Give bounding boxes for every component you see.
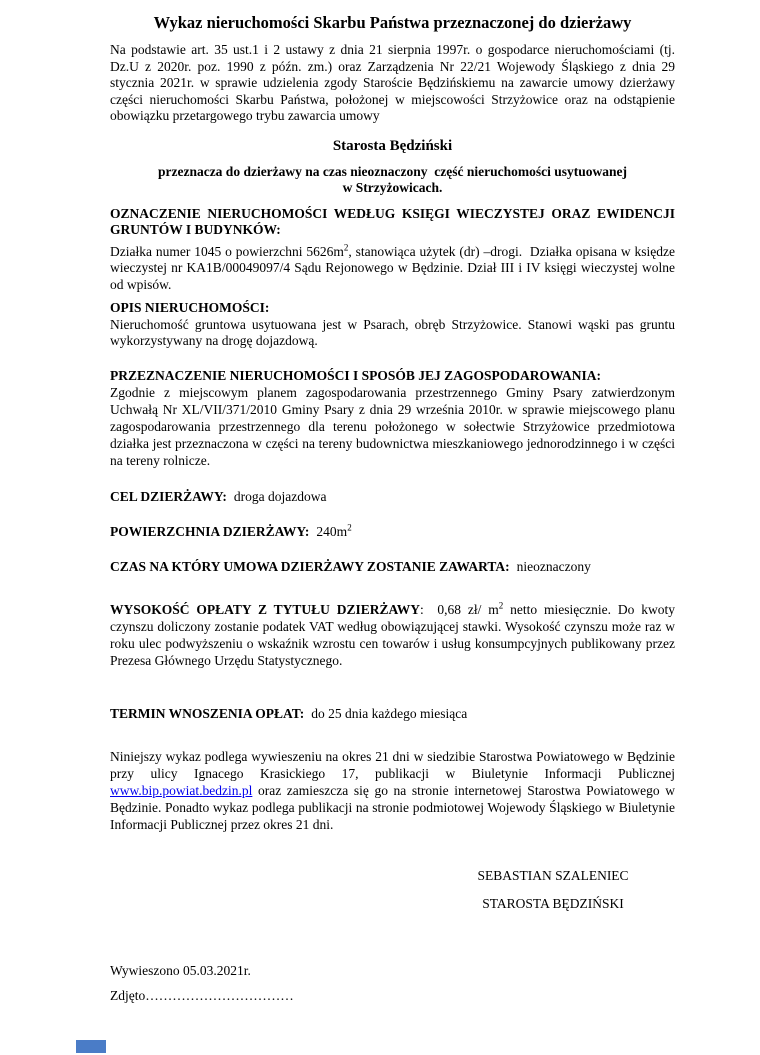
termin-oplat-value: do 25 dnia każdego miesiąca	[311, 705, 468, 721]
oznaczenie-body	[110, 244, 675, 294]
oznaczenie-text-cont: , stanowiąca użytek (dr) –drogi. Działka opisana w księdze wieczystej nr KA1B/00049097/4 Sądu Rejonowego w Będzinie. Dział III i IV księgi wieczystej wolne od wpisów.	[110, 243, 675, 292]
removed-date-line: Zdjęto……………………………	[110, 987, 294, 1003]
section-heading-przeznaczenie: PRZEZNACZENIE NIERUCHOMOŚCI I SPOSÓB JEJ ZAGOSPODAROWANIA:	[110, 367, 601, 383]
declaration-line-1: przeznacza do dzierżawy na czas nieoznaczony część nieruchomości usytuowanej	[157, 163, 628, 179]
legal-basis-paragraph: Na podstawie art. 35 ust.1 i 2 ustawy z dnia 21 sierpnia 1997r. o gospodarce nieruchomościami (tj. Dz.U z 2020r. poz. 1990 z późn. zm.) oraz Zarządzenia Nr 22/21 Wojewody Śląskiego z dnia 29 stycznia 2021r. w sprawie udzielenia zgody Staroście Będzińskiemu na zawarcie umowy dzierżawy części nieruchomości Skarbu Państwa, położonej w miejscowości Strzyżowice oraz na odstąpienie obowiązku przetargowego trybu zawarcia umowy	[110, 42, 675, 123]
section-heading-oznaczenie: OZNACZENIE NIERUCHOMOŚCI WEDŁUG KSIĘGI WIECZYSTEJ ORAZ EWIDENCJI GRUNTÓW I BUDYNKÓW:	[110, 205, 675, 237]
publication-text: Niniejszy wykaz podlega wywieszeniu na okres 21 dni w siedzibie Starostwa Powiatowego w Będzinie przy ulicy Ignacego Krasickiego 17, publikacji w Biuletynie Informacji Publicznej	[110, 749, 675, 781]
bip-website-link[interactable]: www.bip.powiat.bedzin.pl	[110, 783, 253, 798]
declaration-line-2: w Strzyżowicach.	[342, 179, 443, 195]
posted-date-line: Wywieszono 05.03.2021r.	[110, 963, 251, 978]
czas-umowy-value: nieoznaczony	[516, 559, 591, 574]
czas-umowy-label: CZAS NA KTÓRY UMOWA DZIERŻAWY ZOSTANIE ZAWARTA:	[110, 559, 510, 574]
signer-name: SEBASTIAN SZALENIEC	[477, 868, 629, 883]
opis-body: Nieruchomość gruntowa usytuowana jest w Psarach, obręb Strzyżowice. Stanowi wąski pas gruntu wykorzystywany na drogę dojazdową.	[110, 316, 675, 348]
wysokosc-oplaty-value-cont: netto miesięcznie. Do kwoty czynszu doliczony zostanie podatek VAT według obowiązującej stawki. Wysokość czynszu może raz w roku ulec podwyższeniu o wskaźnik wzrostu cen towarów i usług konsumpcyjnych publikowany przez Prezesa Głównego Urzędu Statystycznego.	[110, 601, 675, 668]
signer-role: STAROSTA BĘDZIŃSKI	[482, 896, 624, 911]
superscript-sq-meter: 2	[343, 242, 349, 252]
cel-dzierzawy-label: CEL DZIERŻAWY:	[110, 489, 227, 504]
oznaczenie-text: Działka numer 1045 o powierzchni 5626m	[110, 243, 344, 259]
superscript-sq-meter: 2	[498, 600, 504, 610]
bottom-blue-bar	[76, 1040, 106, 1053]
publication-paragraph	[110, 748, 675, 833]
signature-block	[440, 867, 666, 912]
superscript-sq-meter: 2	[347, 522, 352, 532]
declaration-block	[110, 164, 675, 196]
czas-umowy-row	[110, 559, 675, 576]
cel-dzierzawy-value: droga dojazdowa	[233, 489, 327, 504]
authority-name: Starosta Będziński	[332, 137, 453, 154]
termin-oplat-row	[110, 706, 675, 723]
wysokosc-oplaty-paragraph	[110, 601, 675, 669]
publication-text-cont: oraz zamieszcza się go na stronie internetowej Starostwa Powiatowego w Będzinie. Ponadto wykaz podlega publikacji na stronie podmiotowej Wojewody Śląskiego w Biuletynie Informacji Publicznej przez okres 21 dni.	[110, 783, 675, 832]
powierzchnia-value: 240m	[316, 523, 348, 539]
powierzchnia-label: POWIERZCHNIA DZIERŻAWY:	[110, 523, 310, 539]
section-heading-opis: OPIS NIERUCHOMOŚCI:	[110, 300, 270, 315]
termin-oplat-label: TERMIN WNOSZENIA OPŁAT:	[110, 705, 305, 721]
wysokosc-oplaty-value: : 0,68 zł/ m	[419, 601, 499, 617]
wysokosc-oplaty-label: WYSOKOŚĆ OPŁATY Z TYTUŁU DZIERŻAWY	[110, 601, 420, 617]
cel-dzierzawy-row	[110, 489, 675, 506]
powierzchnia-row	[110, 524, 675, 541]
document-title: Wykaz nieruchomości Skarbu Państwa przeznaczonej do dzierżawy	[153, 13, 632, 32]
przeznaczenie-body: Zgodnie z miejscowym planem zagospodarowania przestrzennego Gminy Psary zatwierdzonym Uchwałą Nr XL/VII/371/2010 Gminy Psary z dnia 29 września 2010r. w sprawie miejscowego planu zagospodarowania przestrzennego dla terenu położonego w sołectwie Strzyżowice przedmiotowa działka jest przeznaczona w części na tereny budownictwa mieszkaniowego jednorodzinnego i w części na tereny rolnicze.	[110, 385, 675, 468]
